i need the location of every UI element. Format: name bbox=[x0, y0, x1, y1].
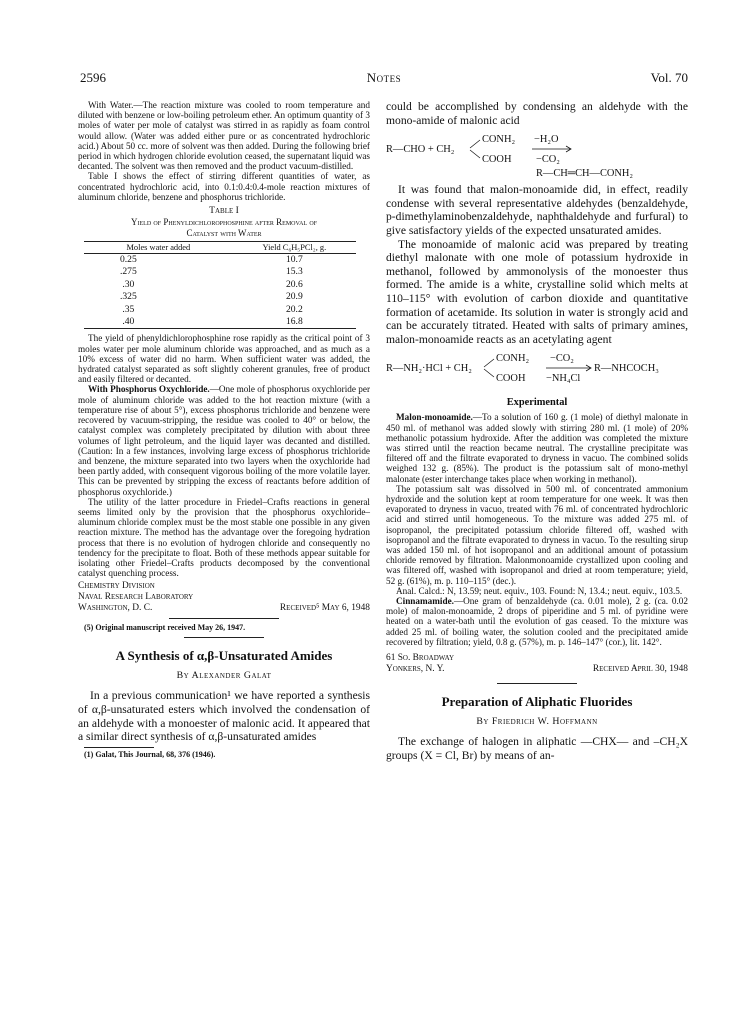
article-author: By Friedrich W. Hoffmann bbox=[476, 715, 598, 727]
eq-reactants: R—CHO + CH₂ bbox=[386, 144, 455, 156]
table-row bbox=[84, 304, 356, 316]
paragraph-body: —To a solution of 160 g. (1 mole) of diethyl malonate in 450 ml. of methanol was added slowly with stirring 280 ml. (1 mole) of 20% methanolic potassium hydroxide. After the addition was completed the mixture was stirred until the reaction became neutral. The crystalline precipitate was filtered off and the filtrate evaporated to dryness in vacuo. The combined solids weighed 132 g. (85%). The product is the potassium salt of mono-methyl malonate (ester interchange takes place when working in methanol). bbox=[386, 412, 688, 484]
eq-branch-line bbox=[470, 150, 480, 158]
left-column bbox=[78, 100, 370, 760]
address-block bbox=[386, 653, 688, 675]
table-caption-line2: Catalyst with Water bbox=[186, 228, 262, 239]
paragraph-analysis: Anal. Calcd.: N, 13.59; neut. equiv., 103. Found: N, 13.4.; neut. equiv., 103.5. bbox=[396, 585, 683, 596]
cell-yield: 20.2 bbox=[285, 303, 303, 315]
paragraph-exchange: The exchange of halogen in aliphatic —CHX— and –CH₂X groups (X = Cl, Br) by means of an- bbox=[386, 734, 688, 762]
address-line: Yonkers, N. Y. bbox=[386, 663, 445, 674]
eq-branch-line bbox=[470, 140, 480, 148]
eq-product: R—CH═CH—CONH₂ bbox=[536, 168, 634, 180]
eq-bottom-group: COOH bbox=[496, 373, 526, 385]
cell-yield: 20.9 bbox=[285, 291, 303, 303]
table-row bbox=[84, 279, 356, 291]
paragraph-body: —One mole of phosphorus oxychloride per mole of aluminum chloride was added to the hot reaction mixture (with a temperature rise of about 5°), excess phosphorus trichloride and benzene were recovered by vacuum-stripping, the residue was cooled to 40° or below, the catalyst complex was completely precipitated by dilution with about three volumes of light petroleum, and the liquid layer was decanted and distilled. (Caution: In a few instances, involving large excess of phosphorus trichloride and benzene, the mixture separated into two layers when the oxychloride had been partly added, with consequent vigorous boiling of the more volatile layer. This can be prevented by stripping the excess of reactants before addition of phosphorus oxychloride.) bbox=[78, 384, 371, 497]
run-in-heading: With Phosphorus Oxychloride. bbox=[88, 384, 210, 395]
cell-moles: 0.25 bbox=[119, 254, 137, 266]
received-date: Received April 30, 1948 bbox=[592, 663, 688, 674]
paragraph-cinnamamide bbox=[386, 596, 688, 647]
eq-branch-line bbox=[484, 359, 494, 367]
cell-moles: .35 bbox=[122, 303, 135, 315]
received-date: Received⁵ May 6, 1948 bbox=[279, 603, 370, 614]
eq-top-group: CONH₂ bbox=[496, 353, 530, 365]
affiliation-block bbox=[78, 581, 370, 614]
table-row bbox=[84, 254, 356, 267]
cell-yield: 10.7 bbox=[285, 254, 303, 266]
article-author: By Alexander Galat bbox=[176, 670, 272, 682]
eq-over-arrow: −CO₂ bbox=[550, 353, 574, 365]
eq-under-arrow: −CO₂ bbox=[536, 154, 560, 166]
equation-figure bbox=[386, 349, 688, 389]
paragraph-malon-monoamide bbox=[386, 412, 688, 483]
table-header-yield: Yield C₆H₅PCl₂, g. bbox=[233, 242, 356, 254]
cell-yield: 15.3 bbox=[285, 266, 303, 278]
paragraph-oxychloride bbox=[78, 384, 370, 496]
eq-under-arrow: −NH₄Cl bbox=[546, 373, 581, 385]
volume-label: Vol. 70 bbox=[650, 70, 688, 85]
page-number: 2596 bbox=[80, 70, 106, 85]
cell-yield: 16.8 bbox=[285, 316, 303, 328]
table-row bbox=[84, 316, 356, 329]
paragraph-potassium-salt: The potassium salt was dissolved in 500 ml. of concentrated ammonium hydroxide and the solution kept at room temperature for one week. It was then evaporated to dryness in vacuo, treated with 76 ml. of concentrated hydrochloric acid and stirred until homogeneous. To the mixture was added 275 ml. of isopropanol, the precipitated potassium chloride filtered off, washed with isopropanol and the filtrate evaporated to dryness in vacuo. To the resulting sirup was added 150 ml. of hot isopropanol and an additional amount of potassium chloride removed by filtration. Malonmonoamide crystallized upon cooling and was filtered off, washed with isopropanol and dried at room temperature; yield, 52 g. (61%), m. p. 110–115° (dec.). bbox=[386, 483, 688, 586]
address-line: 61 So. Broadway bbox=[386, 652, 455, 663]
table-label: Table I bbox=[209, 205, 239, 217]
reaction-equation-1 bbox=[386, 130, 688, 180]
eq-product: R—NHCOCH₃ bbox=[594, 363, 659, 375]
table-row bbox=[84, 291, 356, 303]
footnote-rule bbox=[84, 747, 154, 748]
table-header-moles: Moles water added bbox=[84, 242, 233, 254]
cell-moles: .275 bbox=[119, 266, 137, 278]
equation-figure bbox=[386, 130, 688, 180]
article-title: A Synthesis of α,β-Unsaturated Amides bbox=[115, 648, 333, 664]
cell-moles: .30 bbox=[122, 278, 135, 290]
affiliation-line: Chemistry Division bbox=[78, 581, 155, 592]
footnote-rule bbox=[169, 618, 279, 619]
run-in-heading: Cinnamamide. bbox=[396, 595, 454, 606]
paragraph-preparation: The monoamide of malonic acid was prepared by treating diethyl malonate with one mole of potassium hydroxide in methanol, followed by ammonolysis of the monoester thus formed. The amide is a white, crystalline solid which melts at 110–115° with evolution of carbon dioxide and quantitative formation of acetamide. Its solution in water is strongly acid and can be accurately titrated. Heated with salts of primary amines, malon-monoamide reacts as an acetylating agent bbox=[386, 237, 688, 346]
reaction-equation-2 bbox=[386, 349, 688, 389]
affiliation-line: Naval Research Laboratory bbox=[78, 592, 194, 603]
cell-yield: 20.6 bbox=[285, 278, 303, 290]
eq-reactants: R—NH₂·HCl + CH₂ bbox=[386, 363, 472, 375]
page-header bbox=[80, 70, 688, 86]
run-in-heading: Malon-monoamide. bbox=[396, 412, 473, 423]
section-title: Notes bbox=[366, 70, 402, 85]
footnote: (1) Galat, This Journal, 68, 376 (1946). bbox=[84, 749, 216, 759]
paragraph-utility: The utility of the latter procedure in Friedel–Crafts reactions in general seems limited only by the provision that the phosphorus oxychloride–aluminum chloride complex must be the most stable one possible in any given reaction mixture. The method has the advantage over the foregoing hydration process that there is no evolution of hydrogen chloride and consequently no tendency for the precipitate to float. Both of these methods appear suitable for isolating other Friedel–Crafts products decomposed by the conventional catalyst quenching process. bbox=[78, 496, 370, 579]
cell-moles: .325 bbox=[119, 291, 137, 303]
table-caption-line1: Yield of Phenyldichlorophosphine after Removal of bbox=[131, 217, 317, 228]
paragraph-with-water: With Water.—The reaction mixture was cooled to room temperature and diluted with benzene or low-boiling petroleum ether. An optimum quantity of 3 moles of water per mole of catalyst was stirred in as rapidly as foam control would allow. (Water was added either pure or as concentrated hydrochloric acid.) About 50 cc. more of solvent was then added. During the following brief period in which hydrogen chloride evolution ceased, the supernatant liquid was decanted. The solvent was then removed and the product vacuum-distilled. bbox=[78, 100, 370, 172]
paragraph-table-intro: Table I shows the effect of stirring different quantities of water, as concentrated hydrochloric acid, into 0.1:0.4:0.4-mole reaction mixtures of aluminum chloride, benzene and phosphorus trichloride. bbox=[78, 171, 370, 202]
paragraph-found: It was found that malon-monoamide did, in effect, readily condense with several representative aldehydes (benzaldehyde, p-dimethylaminobenzaldehyde, naphthaldehyde and furfural) to give satisfactory yields of the expected unsaturated amides. bbox=[386, 183, 688, 237]
paragraph-yield: The yield of phenyldichlorophosphine rose rapidly as the critical point of 3 moles water per mole aluminum chloride was approached, and as much as a 10% excess of water did no harm. When sufficient water was added, the hydrated catalyst separated as soft slightly coherent granules, free of product and easily filtered or decanted. bbox=[78, 333, 370, 385]
paragraph-continued: could be accomplished by condensing an aldehyde with the mono-amide of malonic acid bbox=[386, 100, 688, 127]
divider bbox=[184, 637, 264, 638]
right-column bbox=[386, 100, 688, 762]
cell-moles: .40 bbox=[122, 316, 135, 328]
affiliation-line: Washington, D. C. bbox=[78, 603, 153, 614]
footnote: (5) Original manuscript received May 26, 1947. bbox=[84, 623, 246, 633]
paragraph-body: —One gram of benzaldehyde (ca. 0.01 mole), 2 g. (ca. 0.02 mole) of malon-monoamide, 2 drops of piperidine and 5 ml. of pyridine were heated on a water-bath until the evolution of gas ceased. To the mixture was added 25 ml. of boiling water, the solution cooled and the precipitated amide recovered by filtration; yield, 0.8 g. (57%), m. p. 146–147° (cor.), lit. 142°. bbox=[386, 595, 688, 647]
eq-over-arrow: −H₂O bbox=[534, 134, 559, 146]
eq-top-group: CONH₂ bbox=[482, 134, 516, 146]
table-row bbox=[84, 266, 356, 278]
data-table bbox=[84, 241, 356, 329]
eq-branch-line bbox=[484, 369, 494, 377]
paragraph-intro: In a previous communication¹ we have reported a synthesis of α,β-unsaturated esters which involved the condensation of an aldehyde with a monoester of malonic acid. It appeared that a similar direct synthesis of α,β-unsaturated amides bbox=[78, 689, 370, 744]
section-heading-experimental: Experimental bbox=[506, 397, 568, 409]
article-title: Preparation of Aliphatic Fluorides bbox=[441, 693, 633, 709]
divider bbox=[497, 683, 577, 684]
eq-bottom-group: COOH bbox=[482, 154, 512, 166]
